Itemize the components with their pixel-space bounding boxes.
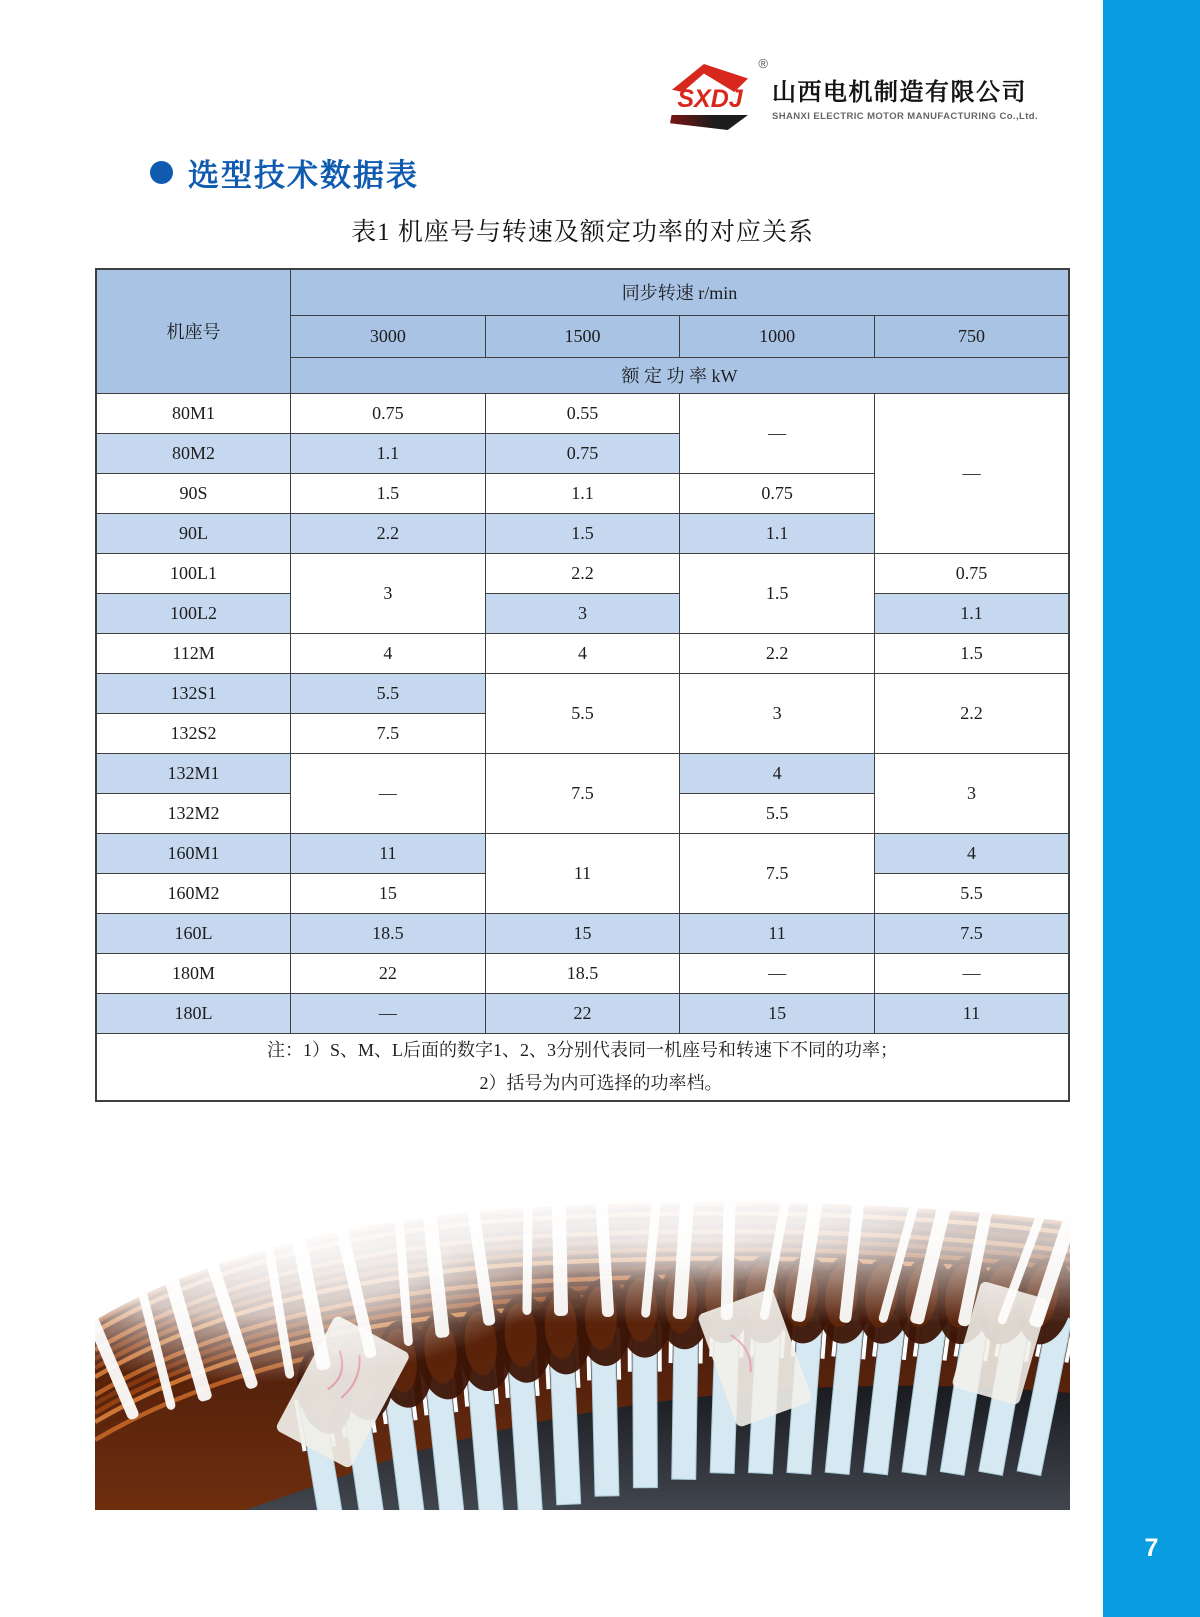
registered-trademark-icon: ®	[758, 56, 768, 71]
power-cell: 1.1	[874, 593, 1069, 633]
power-cell: 1.5	[874, 633, 1069, 673]
frame-cell: 132M1	[96, 753, 291, 793]
power-cell: 5.5	[874, 873, 1069, 913]
power-cell: 18.5	[485, 953, 680, 993]
logo-abbr: SXDJ	[677, 85, 743, 113]
power-cell: —	[291, 993, 486, 1033]
power-cell: 0.75	[680, 473, 875, 513]
frame-cell: 180L	[96, 993, 291, 1033]
stator-winding-photo	[95, 1158, 1070, 1510]
power-cell: 4	[680, 753, 875, 793]
power-cell: 5.5	[485, 673, 680, 753]
speed-column-header: 750	[874, 315, 1069, 357]
power-cell: 7.5	[680, 833, 875, 913]
power-cell: 5.5	[291, 673, 486, 713]
power-cell: 15	[680, 993, 875, 1033]
power-cell: 1.5	[680, 553, 875, 633]
power-cell: —	[680, 953, 875, 993]
table-body	[96, 393, 1069, 1033]
power-cell: 2.2	[874, 673, 1069, 753]
power-cell: 1.1	[680, 513, 875, 553]
power-cell: 4	[291, 633, 486, 673]
power-cell: 5.5	[680, 793, 875, 833]
power-cell: 0.75	[485, 433, 680, 473]
power-cell: 7.5	[874, 913, 1069, 953]
frame-cell: 100L1	[96, 553, 291, 593]
power-cell: 2.2	[485, 553, 680, 593]
power-cell: 3	[680, 673, 875, 753]
speed-group-header-cell: 同步转速 r/min	[291, 269, 1069, 315]
table-header	[96, 269, 1069, 393]
power-cell: 0.75	[291, 393, 486, 433]
frame-cell: 80M1	[96, 393, 291, 433]
speed-column-header: 3000	[291, 315, 486, 357]
frame-cell: 180M	[96, 953, 291, 993]
power-group-header-cell: 额 定 功 率 kW	[291, 357, 1069, 393]
power-cell: 2.2	[291, 513, 486, 553]
power-cell: 15	[291, 873, 486, 913]
frame-cell: 80M2	[96, 433, 291, 473]
power-cell: 11	[874, 993, 1069, 1033]
frame-cell: 132S2	[96, 713, 291, 753]
table-row	[96, 753, 1069, 793]
frame-cell: 160M2	[96, 873, 291, 913]
table-row	[96, 673, 1069, 713]
power-cell: 0.75	[874, 553, 1069, 593]
table-title: 表1 机座号与转速及额定功率的对应关系	[351, 219, 814, 246]
power-cell: 4	[874, 833, 1069, 873]
power-cell: 0.55	[485, 393, 680, 433]
header-row	[96, 269, 1069, 315]
power-cell: —	[291, 753, 486, 833]
power-cell: 22	[291, 953, 486, 993]
power-cell: —	[874, 393, 1069, 553]
power-cell: 4	[485, 633, 680, 673]
company-name-cn: 山西电机制造有限公司	[772, 79, 1027, 106]
frame-cell: 100L2	[96, 593, 291, 633]
power-cell: 1.1	[485, 473, 680, 513]
speed-column-header: 1500	[485, 315, 680, 357]
corner-header-cell: 机座号	[96, 269, 291, 393]
logo-mark-icon	[664, 56, 768, 132]
power-cell: 22	[485, 993, 680, 1033]
notes-cell	[96, 1033, 1069, 1101]
section-header	[150, 150, 419, 195]
power-cell: 3	[874, 753, 1069, 833]
power-cell: 7.5	[291, 713, 486, 753]
power-cell: 15	[485, 913, 680, 953]
power-cell: 1.5	[485, 513, 680, 553]
note-line: 2）括号为内可选择的功率档。	[479, 1072, 723, 1093]
power-cell: 11	[485, 833, 680, 913]
right-accent-bar	[1103, 0, 1200, 1617]
table-row	[96, 593, 1069, 633]
frame-cell: 160L	[96, 913, 291, 953]
table-row	[96, 553, 1069, 593]
table-notes	[96, 1033, 1069, 1101]
notes-row	[96, 1033, 1069, 1101]
table-row	[96, 833, 1069, 873]
page-number: 7	[1144, 1534, 1159, 1562]
frame-cell: 112M	[96, 633, 291, 673]
power-cell: 18.5	[291, 913, 486, 953]
table-row	[96, 953, 1069, 993]
power-cell: 11	[291, 833, 486, 873]
frame-cell: 90S	[96, 473, 291, 513]
company-name-en: SHANXI ELECTRIC MOTOR MANUFACTURING Co.,Ltd.	[772, 111, 1038, 122]
speed-column-header: 1000	[680, 315, 875, 357]
table-row	[96, 993, 1069, 1033]
table-row	[96, 633, 1069, 673]
power-cell: 1.5	[291, 473, 486, 513]
table-row	[96, 913, 1069, 953]
section-title: 选型技术数据表	[188, 158, 419, 193]
power-cell: —	[680, 393, 875, 473]
frame-cell: 160M1	[96, 833, 291, 873]
power-cell: 7.5	[485, 753, 680, 833]
frame-cell: 132M2	[96, 793, 291, 833]
selection-table	[95, 268, 1070, 1102]
power-cell: 2.2	[680, 633, 875, 673]
logo-text	[772, 72, 1038, 122]
bullet-icon	[150, 161, 173, 184]
power-cell: —	[874, 953, 1069, 993]
power-cell: 1.1	[291, 433, 486, 473]
logo-swoosh-shape	[670, 115, 748, 130]
power-cell: 3	[485, 593, 680, 633]
table-row	[96, 393, 1069, 433]
note-line: 注：1）S、M、L后面的数字1、2、3分别代表同一机座号和转速下不同的功率；	[266, 1039, 898, 1060]
power-cell: 3	[291, 553, 486, 633]
company-logo	[664, 56, 1038, 132]
frame-cell: 132S1	[96, 673, 291, 713]
power-cell: 11	[680, 913, 875, 953]
frame-cell: 90L	[96, 513, 291, 553]
